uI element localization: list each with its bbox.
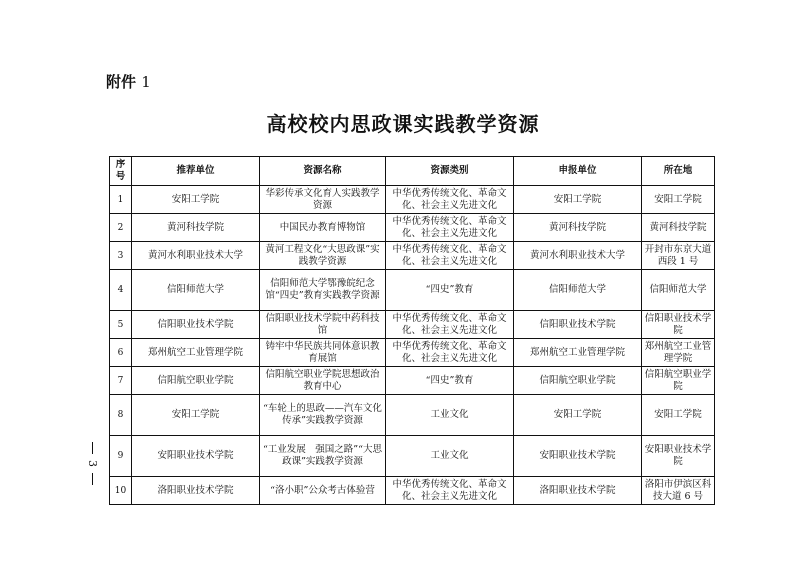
page-number-text: 3 bbox=[85, 460, 99, 467]
cell-location: 信阳师范大学 bbox=[642, 270, 715, 311]
cell-recommending-unit: 安阳职业技术学院 bbox=[132, 436, 260, 477]
cell-location: 安阳工学院 bbox=[642, 395, 715, 436]
attachment-number: 1 bbox=[141, 73, 151, 91]
cell-resource-category: 中华优秀传统文化、革命文化、社会主义先进文化 bbox=[386, 242, 514, 270]
cell-location: 安阳工学院 bbox=[642, 186, 715, 214]
table-row bbox=[110, 477, 715, 505]
cell-resource-category: 中华优秀传统文化、革命文化、社会主义先进文化 bbox=[386, 311, 514, 339]
cell-applying-unit: 黄河水利职业技术大学 bbox=[514, 242, 642, 270]
table-row bbox=[110, 395, 715, 436]
cell-index: 3 bbox=[110, 242, 132, 270]
cell-resource-name: 信阳航空职业学院思想政治教育中心 bbox=[260, 367, 386, 395]
cell-resource-name: 中国民办教育博物馆 bbox=[260, 214, 386, 242]
cell-recommending-unit: 信阳师范大学 bbox=[132, 270, 260, 311]
header-index: 序号 bbox=[110, 157, 132, 186]
cell-resource-name: 铸牢中华民族共同体意识教育展馆 bbox=[260, 339, 386, 367]
header-recommending-unit: 推荐单位 bbox=[132, 157, 260, 186]
cell-recommending-unit: 郑州航空工业管理学院 bbox=[132, 339, 260, 367]
cell-location: 安阳职业技术学院 bbox=[642, 436, 715, 477]
attachment-label-text: 附件 bbox=[106, 73, 137, 91]
cell-resource-name: 华彩传承文化育人实践教学资源 bbox=[260, 186, 386, 214]
cell-applying-unit: 安阳工学院 bbox=[514, 395, 642, 436]
cell-applying-unit: 信阳航空职业学院 bbox=[514, 367, 642, 395]
cell-index: 9 bbox=[110, 436, 132, 477]
cell-applying-unit: 安阳工学院 bbox=[514, 186, 642, 214]
cell-resource-category: “四史”教育 bbox=[386, 270, 514, 311]
cell-index: 1 bbox=[110, 186, 132, 214]
cell-applying-unit: 信阳职业技术学院 bbox=[514, 311, 642, 339]
cell-applying-unit: 郑州航空工业管理学院 bbox=[514, 339, 642, 367]
cell-location: 开封市东京大道西段 1 号 bbox=[642, 242, 715, 270]
cell-resource-name: “车轮上的思政——汽车文化传承”实践教学资源 bbox=[260, 395, 386, 436]
cell-resource-name: 信阳职业技术学院中药科技馆 bbox=[260, 311, 386, 339]
cell-resource-category: 中华优秀传统文化、革命文化、社会主义先进文化 bbox=[386, 214, 514, 242]
cell-recommending-unit: 黄河水利职业技术大学 bbox=[132, 242, 260, 270]
cell-index: 5 bbox=[110, 311, 132, 339]
cell-applying-unit: 信阳师范大学 bbox=[514, 270, 642, 311]
cell-index: 7 bbox=[110, 367, 132, 395]
cell-resource-category: 中华优秀传统文化、革命文化、社会主义先进文化 bbox=[386, 339, 514, 367]
cell-recommending-unit: 信阳航空职业学院 bbox=[132, 367, 260, 395]
attachment-label bbox=[106, 71, 151, 92]
document-title: 高校校内思政课实践教学资源 bbox=[266, 112, 540, 136]
cell-recommending-unit: 洛阳职业技术学院 bbox=[132, 477, 260, 505]
resource-table bbox=[109, 156, 715, 505]
table-row bbox=[110, 436, 715, 477]
page-number bbox=[80, 442, 104, 498]
cell-location: 郑州航空工业管理学院 bbox=[642, 339, 715, 367]
cell-index: 6 bbox=[110, 339, 132, 367]
cell-recommending-unit: 黄河科技学院 bbox=[132, 214, 260, 242]
cell-resource-category: 工业文化 bbox=[386, 436, 514, 477]
cell-resource-name: 黄河工程文化“大思政课”实践教学资源 bbox=[260, 242, 386, 270]
header-resource-name: 资源名称 bbox=[260, 157, 386, 186]
header-location: 所在地 bbox=[642, 157, 715, 186]
cell-resource-name: 信阳师范大学鄂豫皖纪念馆“四史”教育实践教学资源 bbox=[260, 270, 386, 311]
table-row bbox=[110, 186, 715, 214]
table-header-row bbox=[110, 157, 715, 186]
cell-applying-unit: 安阳职业技术学院 bbox=[514, 436, 642, 477]
cell-recommending-unit: 安阳工学院 bbox=[132, 186, 260, 214]
cell-applying-unit: 黄河科技学院 bbox=[514, 214, 642, 242]
cell-resource-category: “四史”教育 bbox=[386, 367, 514, 395]
cell-index: 2 bbox=[110, 214, 132, 242]
cell-resource-category: 工业文化 bbox=[386, 395, 514, 436]
table-row bbox=[110, 339, 715, 367]
cell-resource-category: 中华优秀传统文化、革命文化、社会主义先进文化 bbox=[386, 186, 514, 214]
cell-applying-unit: 洛阳职业技术学院 bbox=[514, 477, 642, 505]
header-resource-category: 资源类别 bbox=[386, 157, 514, 186]
header-applying-unit: 申报单位 bbox=[514, 157, 642, 186]
table-row bbox=[110, 270, 715, 311]
table-row bbox=[110, 311, 715, 339]
cell-index: 10 bbox=[110, 477, 132, 505]
table-row bbox=[110, 367, 715, 395]
cell-index: 4 bbox=[110, 270, 132, 311]
cell-recommending-unit: 信阳职业技术学院 bbox=[132, 311, 260, 339]
table-row bbox=[110, 242, 715, 270]
cell-index: 8 bbox=[110, 395, 132, 436]
cell-resource-name: “工业发展 强国之路”“大思政课”实践教学资源 bbox=[260, 436, 386, 477]
cell-location: 信阳职业技术学院 bbox=[642, 311, 715, 339]
cell-recommending-unit: 安阳工学院 bbox=[132, 395, 260, 436]
table-row bbox=[110, 214, 715, 242]
cell-resource-name: “洛小职”公众考古体验营 bbox=[260, 477, 386, 505]
cell-location: 信阳航空职业学院 bbox=[642, 367, 715, 395]
cell-resource-category: 中华优秀传统文化、革命文化、社会主义先进文化 bbox=[386, 477, 514, 505]
cell-location: 黄河科技学院 bbox=[642, 214, 715, 242]
cell-location: 洛阳市伊滨区科技大道 6 号 bbox=[642, 477, 715, 505]
